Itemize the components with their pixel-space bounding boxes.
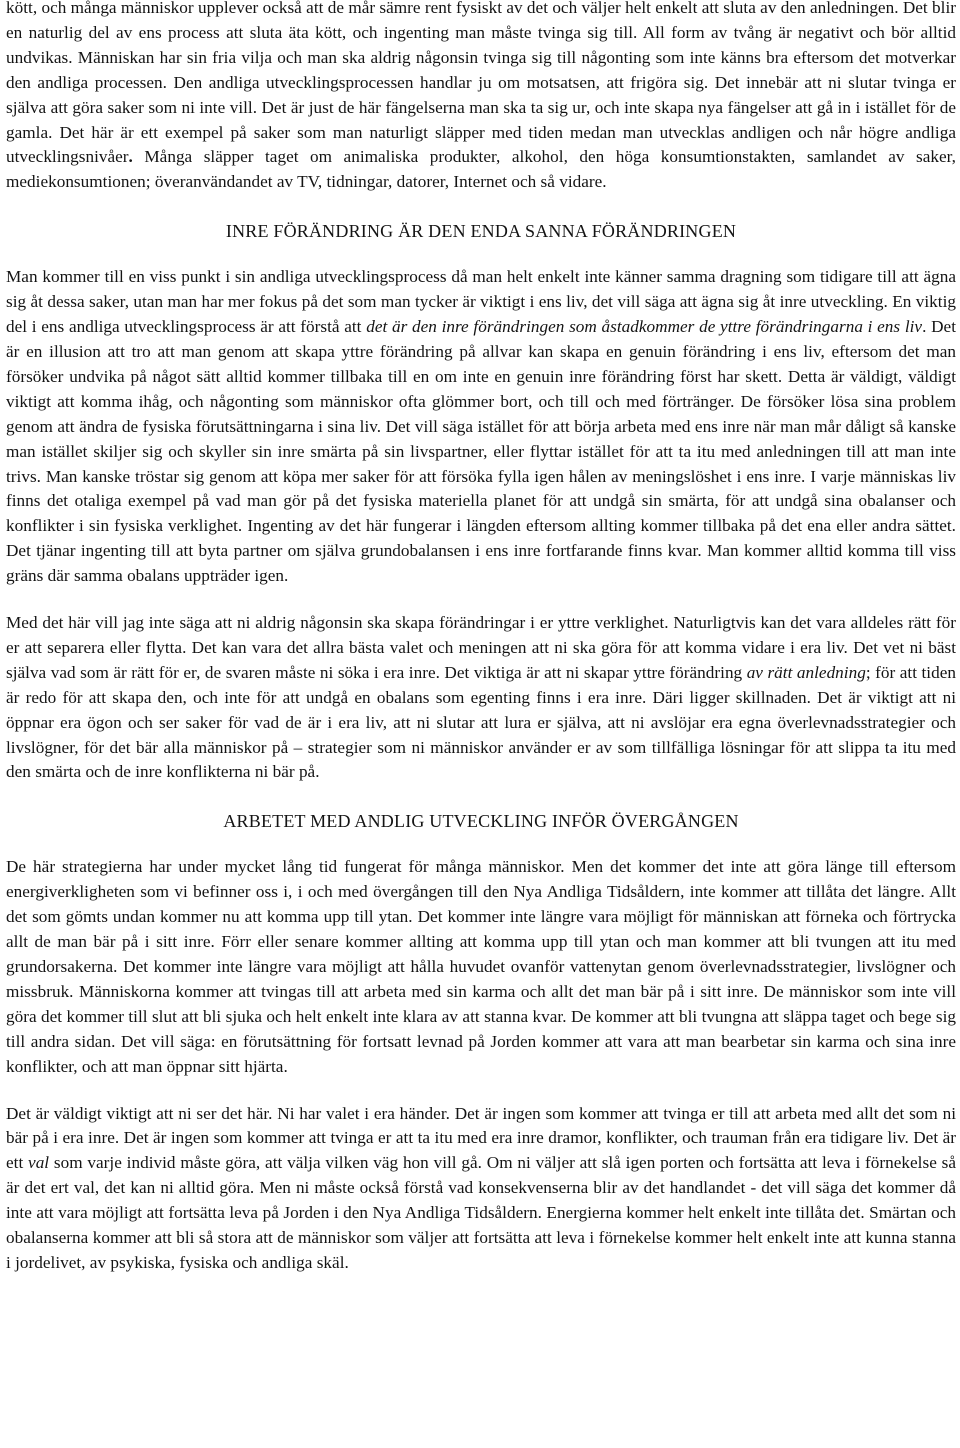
paragraph-1 (6, 0, 956, 195)
section-heading-spiritual-work: ARBETET MED ANDLIG UTVECKLING INFÖR ÖVERGÅNGEN (223, 811, 739, 832)
paragraph-5-text: Det är väldigt viktigt att ni ser det här. Ni har valet i era händer. Det är ingen som kommer att tvinga er till att arbeta med allt det som ni bär på i era inre. Det är ingen som kommer att tvinga er att ta itu med era inre dramor, konflikter, och trauman från era tidigare liv. Det är ett (6, 1103, 956, 1173)
paragraph-2 (6, 265, 956, 589)
paragraph-5 (6, 1102, 956, 1276)
paragraph-3-text: Med det här vill jag inte säga att ni aldrig någonsin ska skapa förändringar i er yttre verklighet. Naturligtvis kan det vara alldeles rätt för er att separera eller flytta. Det kan vara det allra bästa valet och meningen att ni ska göra för att komma vidare i era liv. Det vet ni bäst själva vad som är rätt för er, de svaren måste ni söka i era inre. Det viktiga är att ni skapar yttre förändring (6, 613, 956, 682)
paragraph-1-text-continued: Många släpper taget om animaliska produkter, alkohol, den höga konsumtionstakten, samlandet av saker, mediekonsumtionen; överanvändandet av TV, tidningar, datorer, Internet och så vidare. (6, 147, 956, 192)
paragraph-2-emphasis: det är den inre förändringen som åstadkommer de yttre förändringarna i ens liv (366, 317, 923, 337)
paragraph-3-text-continued: ; för att tiden är redo för att skapa den, och inte för att undgå en obalans som egenting finns i era inre. Däri ligger skillnaden. Det är viktigt att ni öppnar era ögon och ser saker för vad de är i era liv, att ni slutar att lura er själva, att ni avslöjar era egna överlevnadsstrategier och livslögner, för det bär alla människor på – strategier som ni människor använder er av som tillfälliga lösningar för att slippa ta itu med den smärta och de inre konflikterna ni bär på. (6, 662, 956, 782)
paragraph-1-text: kött, och många människor upplever också att de mår sämre rent fysiskt av det och väljer helt enkelt att sluta av den anledningen. Det blir en naturlig del av ens process att sluta äta kött, och ingenting man måste tvinga sig till. All form av tvång är negativt och bör alltid undvikas. Människan har sin fria vilja och man ska aldrig någonsin tvinga sig till någonting som inte känns bra eftersom det motverkar den andliga processen. Den andliga utvecklingsprocessen handlar ju om motsatsen, att frigöra sig. Det innebär att ni slutar tvinga er själva att göra saker som ni inte vill. Det är just de här fängelserna man ska ta sig ur, och inte skapa nya fängelser att gå in i istället för de gamla. Det här är ett exempel på saker som man naturligt släpper med tiden medan man utvecklas andligen och når högre andliga utvecklingsnivåer (6, 0, 956, 167)
paragraph-5-emphasis: val (28, 1153, 50, 1173)
paragraph-2-text-continued: . Det är en illusion att tro att man genom att skapa yttre förändring på allvar kan skapa en genuin förändring i ens liv, eftersom det man försöker undvika på något sätt alltid kommer tillbaka till en om inte en genuin inre förändring först har skett. Detta är väldigt, väldigt viktigt att komma ihåg, och någonting som människor ofta glömmer bort, och till och med förtränger. De försöker lösa sina problem genom att ändra de fysiska förutsättningarna i sina liv. Det vill säga istället för att börja arbeta med ens inre när man mår dåligt så kanske man istället skiljer sig och skyller sin inre smärta på sin livspartner, eller flyttar istället för att ta itu med anledningen till att man inte trivs. Man kanske tröstar sig genom att köpa mer saker för att försöka fylla igen hålen av meningslöshet i ens inre. I varje människas liv finns det otaliga exempel på vad man gör på det fysiska materiella planet för att undgå sin smärta, för att undgå sina obalanser och konflikter i sin fysiska verklighet. Ingenting av det här fungerar i längden eftersom allting kommer tillbaka på det ena eller andra sättet. Det tjänar ingenting till att byta partner om själva grundobalansen i ens inre fortfarande finns kvar. Man kommer alltid komma till viss gräns där samma obalans uppträder igen. (6, 317, 956, 586)
section-heading-inner-change: INRE FÖRÄNDRING ÄR DEN ENDA SANNA FÖRÄNDRINGEN (225, 221, 737, 242)
paragraph-3 (6, 611, 956, 785)
paragraph-5-text-continued: som varje individ måste göra, att välja vilken väg hon vill gå. Om ni väljer att slå igen porten och fortsätta att leva i förnekelse så är det ert val, det kan ni alltid göra. Men ni måste också förstå vad konsekvenserna blir av det handlandet - det vill säga det kommer då inte att vara möjligt att fortsätta leva på Jorden i den Nya Andliga Tidsåldern. Energierna kommer helt enkelt inte tillåta det. Smärtan och obalanserna kommer att bli så stora att de människor som väljer att fortsätta att leva i förnekelse kommer helt enkelt inte att kunna stanna i jordelivet, av psykiska, fysiska och andliga skäl. (6, 1153, 956, 1272)
paragraph-1-bold-period: . (128, 147, 133, 167)
paragraph-4: De här strategierna har under mycket lång tid fungerat för många människor. Men det kommer det inte att göra länge till eftersom energiverkligheten som vi befinner oss i, i och med övergången till den Nya Andliga Tidsåldern, inte kommer att tillåta det längre. Allt det som gömts undan kommer nu att komma upp till ytan. Det kommer inte längre vara möjligt för människan att förneka och förtrycka allt de man bär på i sitt inre. Förr eller senare kommer allting att komma upp till ytan och man kommer att bli tvungen att itu med grundorsakerna. Det kommer inte längre vara möjligt att hålla huvudet ovanför vattenytan genom överlevnadsstrategier, livslögner och missbruk. Människorna kommer att tvingas till att arbeta med sin karma och allt det man bär på i sitt inre. De människor som inte vill göra det kommer till slut att bli sjuka och helt enkelt inte klara av att stanna kvar. De kommer att bli tvungna att släppa taget och bege sig till andra sidan. Det vill säga: en förutsättning för fortsatt levnad på Jorden kommer att vara att man bearbetar sin karma och sina inre konflikter, och att man öppnar sitt hjärta. (6, 857, 956, 1076)
paragraph-2-text: Man kommer till en viss punkt i sin andliga utvecklingsprocess då man helt enkelt inte känner samma dragning som tidigare till att ägna sig åt dessa saker, utan man har mer fokus på det som man tycker är viktigt i ens liv, det vill säga att ägna sig åt inre utveckling. En viktig del i ens andliga utvecklingsprocess är att förstå att (6, 267, 956, 337)
paragraph-3-emphasis: av rätt anledning (746, 662, 866, 682)
